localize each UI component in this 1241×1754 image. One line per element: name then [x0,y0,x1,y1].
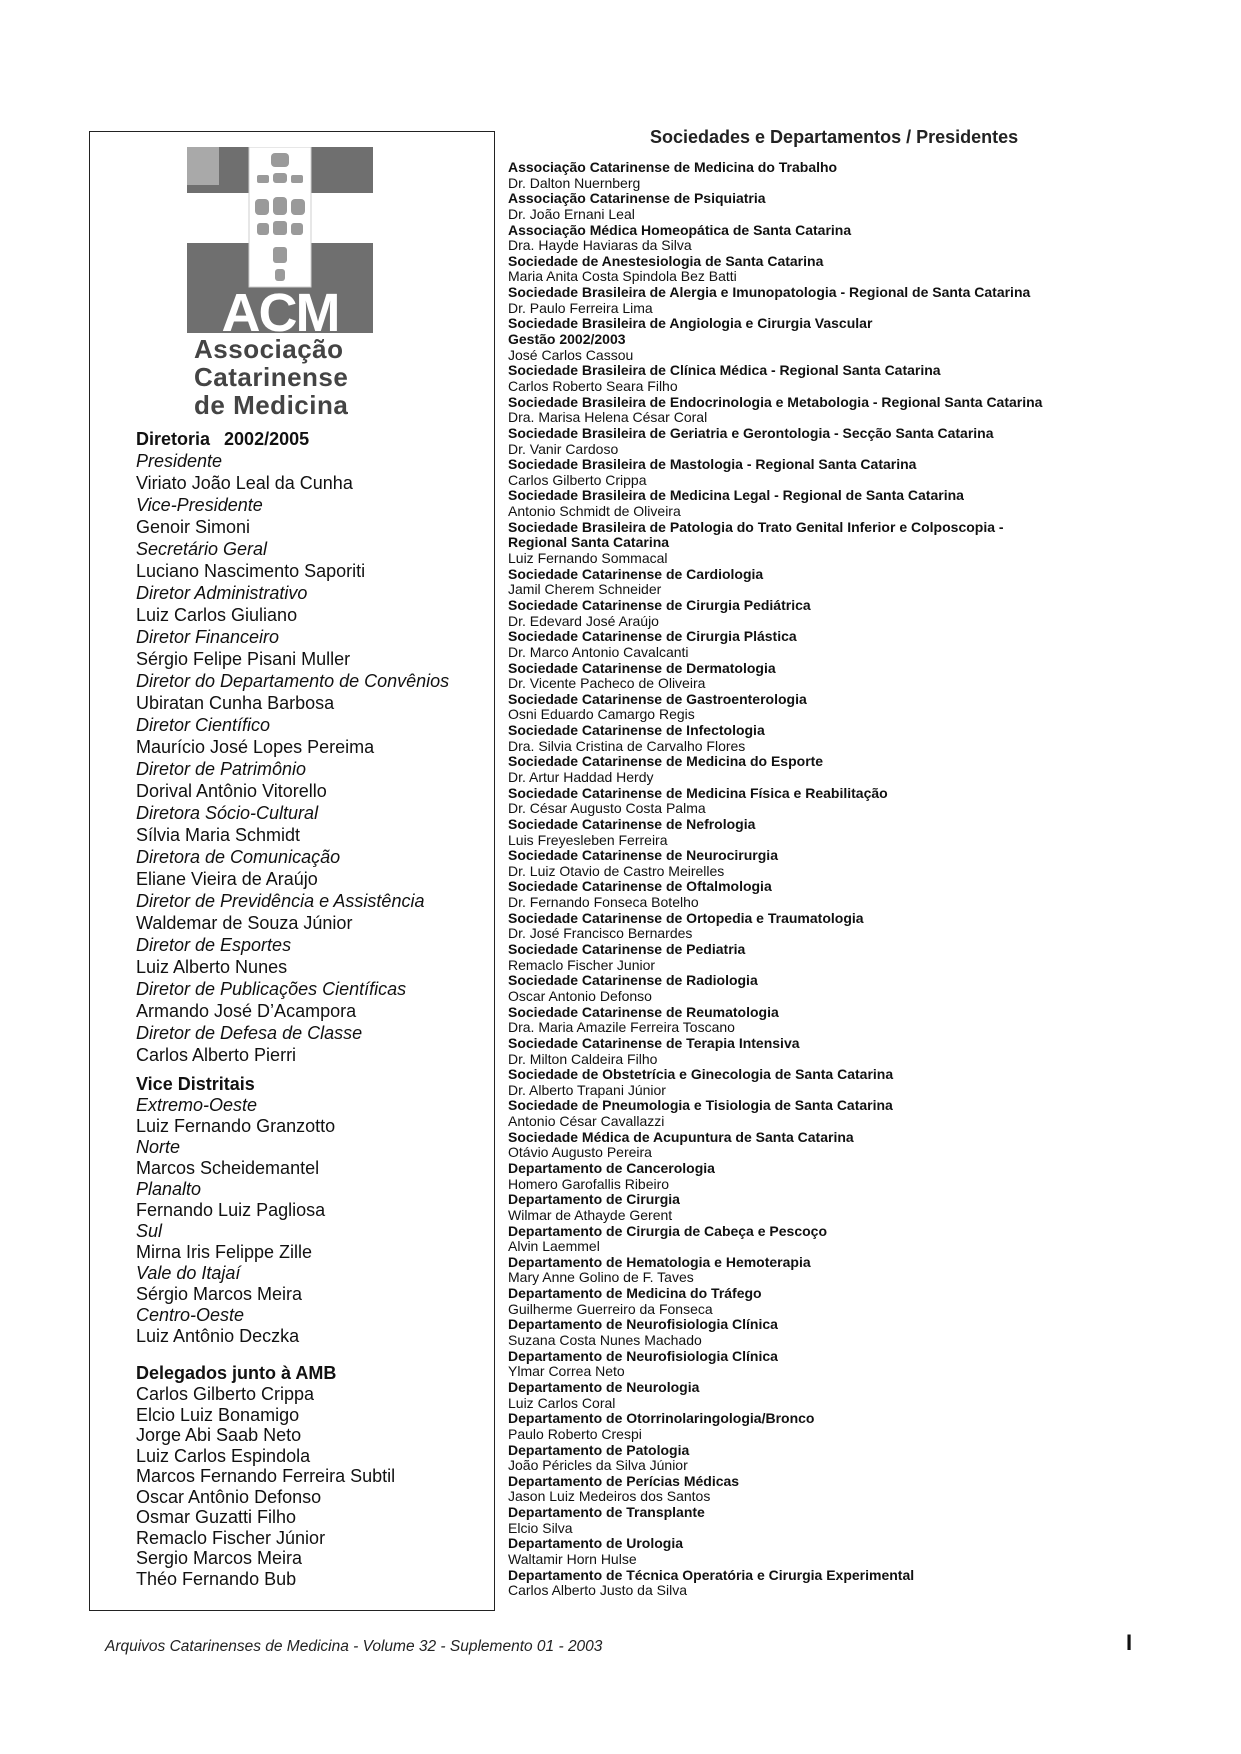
footer-citation: Arquivos Catarinenses de Medicina - Volume 32 - Suplemento 01 - 2003 [105,1638,603,1655]
person-name: Luiz Carlos Giuliano [136,605,298,625]
role-title: Secretário Geral [136,539,268,559]
president-name: Dr. Vicente Pacheco de Oliveira [508,675,706,692]
association-name-line: de Medicina [194,390,349,420]
president-name: Carlos Roberto Seara Filho [508,377,678,394]
delegate-name: Oscar Antônio Defonso [136,1486,322,1507]
delegate-name: Osmar Guzatti Filho [136,1507,297,1527]
delegate-name: Elcio Luiz Bonamigo [136,1404,300,1425]
society-name: Gestão 2002/2003 [508,331,626,348]
president-name: Dr. José Francisco Bernardes [508,925,693,942]
president-name: Waltamir Horn Hulse [508,1551,637,1568]
district-name: Vale do Itajaí [136,1263,241,1283]
society-name: Sociedade Catarinense de Cirurgia Plástica [508,628,797,645]
sociedades-heading: Sociedades e Departamentos / Presidentes [650,127,1019,147]
society-name: Sociedade Brasileira de Geriatria e Gerontologia - Secção Santa Catarina [508,424,994,441]
diretoria-heading [136,429,491,450]
society-name: Sociedade de Anestesiologia de Santa Catarina [508,252,824,269]
association-name-line: Associação [194,334,344,364]
president-name: Antonio César Cavallazzi [508,1113,665,1130]
society-name: Sociedade Brasileira de Patologia do Trato Genital Inferior e Colposcopia - [508,518,1004,535]
diretoria-period: 2002/2005 [224,429,310,449]
society-name: Sociedade Catarinense de Radiologia [508,972,758,989]
district-name: Centro-Oeste [136,1305,245,1325]
person-name: Armando José D’Acampora [136,1001,357,1021]
society-name: Sociedade Catarinense de Reumatologia [508,1003,779,1020]
society-name: Associação Catarinense de Psiquiatria [508,190,766,207]
society-name: Sociedade Brasileira de Alergia e Imunopatologia - Regional de Santa Catarina [508,284,1031,301]
role-title: Presidente [136,451,223,471]
society-name: Sociedade Brasileira de Angiologia e Cirurgia Vascular [508,315,873,332]
president-name: Osni Eduardo Camargo Regis [508,706,695,723]
delegate-name: Théo Fernando Bub [136,1568,297,1589]
president-name: Dr. César Augusto Costa Palma [508,800,706,817]
president-name: Dr. Dalton Nuernberg [508,174,641,191]
vice-distritais-members [136,1095,491,1347]
society-name: Associação Catarinense de Medicina do Trabalho [508,159,838,175]
delegate-name: Jorge Abi Saab Neto [136,1425,302,1445]
president-name: Dr. Luiz Otavio de Castro Meirelles [508,862,725,879]
board-list [136,429,491,1589]
president-name: Oscar Antonio Defonso [508,987,652,1004]
president-name: Antonio Schmidt de Oliveira [508,503,681,520]
person-name: Ubiratan Cunha Barbosa [136,693,335,713]
delegate-name: Luiz Carlos Espindola [136,1445,311,1466]
logo-text: ACM [221,283,339,333]
president-name: Carlos Alberto Justo da Silva [508,1582,687,1599]
society-name: Departamento de Neurofisiologia Clínica [508,1316,778,1333]
president-name: Dra. Marisa Helena César Coral [508,409,708,426]
diretoria-title: Diretoria [136,429,211,449]
person-name: Dorival Antônio Vitorello [136,781,327,801]
role-title: Diretor de Previdência e Assistência [136,891,425,911]
society-name: Sociedade Catarinense de Terapia Intensiva [508,1034,800,1051]
president-name: João Péricles da Silva Júnior [508,1457,688,1474]
society-name: Departamento de Neurologia [508,1378,700,1395]
society-name: Departamento de Cirurgia [508,1191,680,1208]
person-name: Luciano Nascimento Saporiti [136,561,366,581]
role-title: Diretor Administrativo [136,583,308,603]
president-name: Dr. Milton Caldeira Filho [508,1050,658,1067]
role-title: Vice-Presidente [136,495,263,515]
president-name: Ylmar Correa Neto [508,1363,625,1380]
person-name: Fernando Luiz Pagliosa [136,1200,326,1220]
vice-distritais-heading: Vice Distritais [136,1074,255,1094]
district-name: Norte [136,1137,181,1157]
president-name: Otávio Augusto Pereira [508,1144,652,1161]
society-name: Departamento de Medicina do Tráfego [508,1285,762,1302]
president-name: Alvin Laemmel [508,1238,600,1255]
society-name: Sociedade Catarinense de Infectologia [508,722,765,739]
president-name: Dra. Silvia Cristina de Carvalho Flores [508,737,746,754]
president-name: Homero Garofallis Ribeiro [508,1175,670,1192]
president-name: José Carlos Cassou [508,346,634,363]
person-name: Luiz Alberto Nunes [136,957,288,977]
president-name: Remaclo Fischer Junior [508,956,656,973]
society-name: Sociedade Catarinense de Ortopedia e Traumatologia [508,909,864,926]
president-name: Guilherme Guerreiro da Fonseca [508,1300,713,1317]
association-name [194,335,348,419]
president-name: Dr. Vanir Cardoso [508,440,619,457]
person-name: Sílvia Maria Schmidt [136,825,301,845]
diretoria-members [136,450,491,1066]
president-name: Dr. Alberto Trapani Júnior [508,1081,666,1098]
society-name: Departamento de Transplante [508,1504,705,1521]
role-title: Diretor de Patrimônio [136,759,307,779]
president-name: Carlos Gilberto Crippa [508,471,647,488]
president-name: Dr. Marco Antonio Cavalcanti [508,643,689,660]
role-title: Diretor de Publicações Científicas [136,979,407,999]
society-name: Sociedade Brasileira de Medicina Legal - Regional de Santa Catarina [508,487,964,504]
society-name: Sociedade Catarinense de Medicina Física e Reabilitação [508,784,888,801]
president-name: Maria Anita Costa Spindola Bez Batti [508,268,737,285]
delegate-name: Remaclo Fischer Júnior [136,1527,326,1548]
person-name: Mirna Iris Felippe Zille [136,1242,313,1262]
person-name: Genoir Simoni [136,517,251,537]
society-name: Sociedade Catarinense de Cardiologia [508,565,764,582]
president-name: Elcio Silva [508,1519,573,1536]
society-name: Sociedade Catarinense de Nefrologia [508,815,756,832]
president-name: Wilmar de Athayde Gerent [508,1206,673,1223]
role-title: Diretor Financeiro [136,627,280,647]
person-name: Marcos Scheidemantel [136,1158,320,1178]
delegate-name: Carlos Gilberto Crippa [136,1384,315,1404]
board-panel [89,131,495,1611]
role-title: Diretor do Departamento de Convênios [136,671,450,691]
society-name: Sociedade Catarinense de Cirurgia Pediátrica [508,596,811,613]
president-name: Luis Freyesleben Ferreira [508,831,668,848]
society-name: Sociedade Brasileira de Clínica Médica - Regional Santa Catarina [508,362,941,379]
society-name: Departamento de Técnica Operatória e Cirurgia Experimental [508,1566,915,1583]
society-name: Departamento de Perícias Médicas [508,1472,740,1489]
delegate-name: Sergio Marcos Meira [136,1548,303,1568]
president-name: Luiz Fernando Sommacal [508,550,668,567]
society-name: Sociedade Brasileira de Endocrinologia e Metabologia - Regional Santa Catarina [508,393,1043,410]
acm-logo [187,147,373,333]
president-name: Jason Luiz Medeiros dos Santos [508,1488,711,1505]
president-name: Dr. Fernando Fonseca Botelho [508,894,699,911]
role-title: Diretor de Defesa de Classe [136,1023,363,1043]
president-name: Dr. Paulo Ferreira Lima [508,299,653,316]
president-name: Jamil Cherem Schneider [508,581,662,598]
society-name: Departamento de Neurofisiologia Clínica [508,1347,778,1364]
person-name: Sérgio Marcos Meira [136,1284,303,1304]
society-name: Regional Santa Catarina [508,534,670,551]
sociedades-list [508,160,1208,1599]
society-name: Departamento de Cancerologia [508,1160,715,1176]
society-name: Departamento de Patologia [508,1441,690,1458]
district-name: Extremo-Oeste [136,1095,258,1115]
person-name: Luiz Antônio Deczka [136,1326,300,1346]
delegados-members [136,1384,491,1589]
society-name: Sociedade Brasileira de Mastologia - Regional Santa Catarina [508,456,917,473]
role-title: Diretora de Comunicação [136,847,341,867]
role-title: Diretora Sócio-Cultural [136,803,319,823]
society-name: Sociedade Catarinense de Pediatria [508,941,746,958]
president-name: Dr. João Ernani Leal [508,205,635,222]
page-number: I [1126,1630,1133,1655]
district-name: Planalto [136,1179,202,1199]
society-name: Sociedade Médica de Acupuntura de Santa Catarina [508,1128,854,1145]
delegados-heading: Delegados junto à AMB [136,1363,337,1383]
president-name: Mary Anne Golino de F. Taves [508,1269,694,1286]
society-name: Departamento de Cirurgia de Cabeça e Pescoço [508,1222,827,1239]
society-name: Sociedade Catarinense de Medicina do Esporte [508,753,824,770]
delegate-name: Marcos Fernando Ferreira Subtil [136,1466,396,1486]
president-name: Paulo Roberto Crespi [508,1425,642,1442]
society-name: Associação Médica Homeopática de Santa Catarina [508,221,852,238]
society-name: Sociedade de Obstetrícia e Ginecologia de Santa Catarina [508,1066,894,1083]
person-name: Carlos Alberto Pierri [136,1045,297,1065]
person-name: Waldemar de Souza Júnior [136,913,353,933]
society-name: Sociedade de Pneumologia e Tisiologia de Santa Catarina [508,1097,893,1114]
person-name: Luiz Fernando Granzotto [136,1116,336,1136]
person-name: Eliane Vieira de Araújo [136,869,318,889]
role-title: Diretor Científico [136,715,271,735]
society-name: Sociedade Catarinense de Dermatologia [508,659,776,676]
association-name-line: Catarinense [194,362,349,392]
person-name: Viriato João Leal da Cunha [136,473,353,493]
person-name: Sérgio Felipe Pisani Muller [136,649,351,669]
person-name: Maurício José Lopes Pereima [136,737,375,757]
president-name: Dr. Artur Haddad Herdy [508,768,654,785]
president-name: Dra. Hayde Haviaras da Silva [508,237,692,254]
society-name: Departamento de Urologia [508,1535,684,1552]
society-name: Sociedade Catarinense de Oftalmologia [508,878,772,895]
president-name: Suzana Costa Nunes Machado [508,1332,702,1349]
role-title: Diretor de Esportes [136,935,292,955]
president-name: Luiz Carlos Coral [508,1394,616,1411]
district-name: Sul [136,1221,163,1241]
society-name: Departamento de Otorrinolaringologia/Bronco [508,1410,815,1427]
society-name: Sociedade Catarinense de Gastroenterologia [508,690,807,707]
president-name: Dr. Edevard José Araújo [508,612,659,629]
society-name: Sociedade Catarinense de Neurocirurgia [508,847,778,864]
president-name: Dra. Maria Amazile Ferreira Toscano [508,1019,735,1036]
society-name: Departamento de Hematologia e Hemoterapia [508,1253,811,1270]
